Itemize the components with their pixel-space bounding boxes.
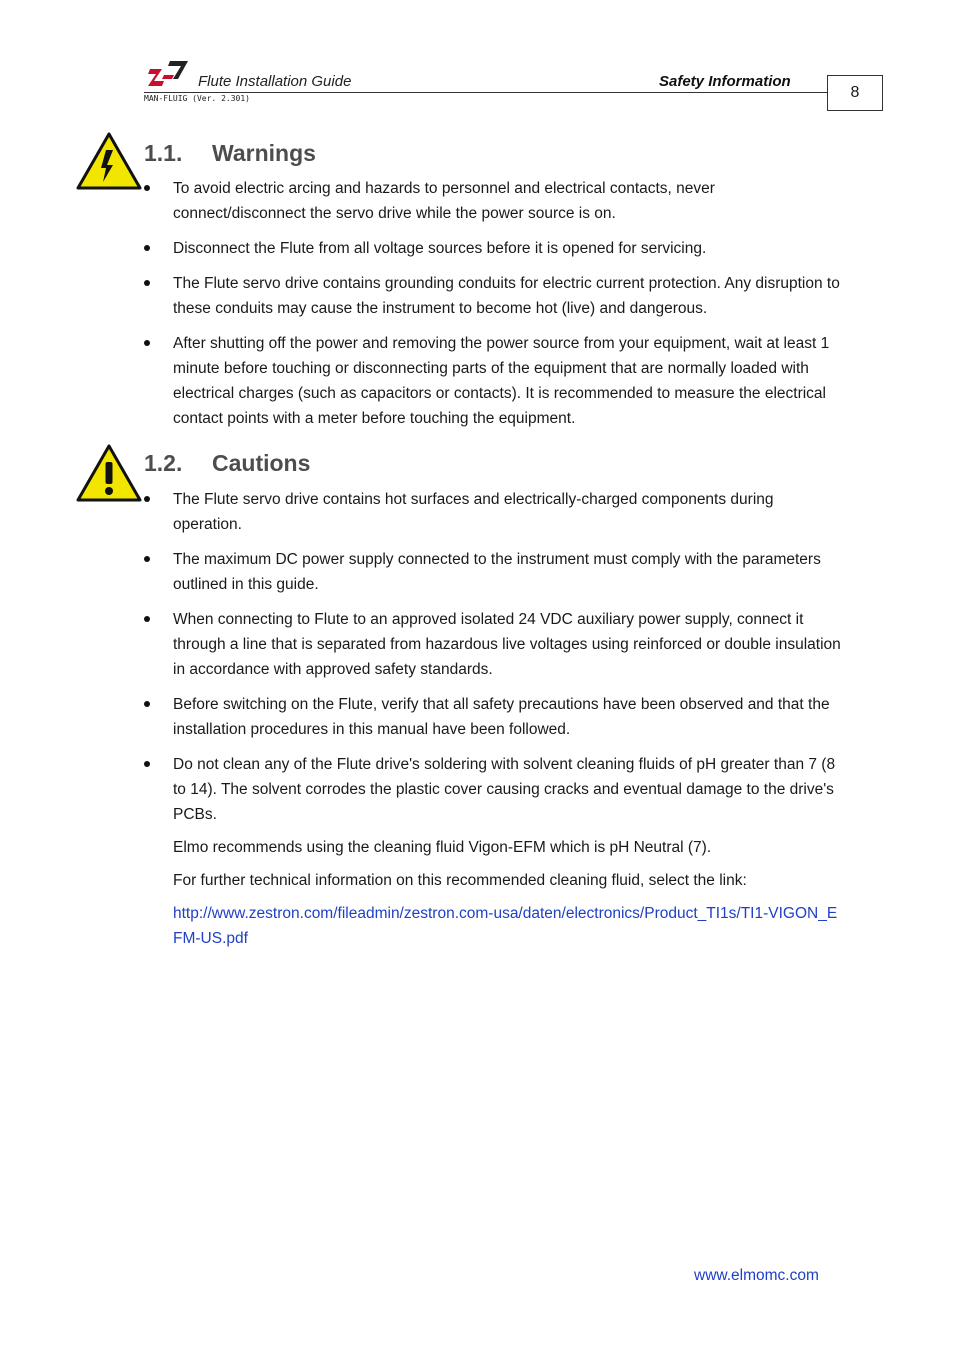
cleaning-fluid-link[interactable]: http://www.zestron.com/fileadmin/zestron.com-usa/daten/electronics/Product_TI1s/TI1-VIGON_EFM-US.pdf [173, 905, 838, 947]
footer-website-link[interactable]: www.elmomc.com [694, 1267, 819, 1284]
cautions-list [144, 487, 844, 961]
list-item: After shutting off the power and removing the power source from your equipment, wait at least 1 minute before touching or disconnecting parts of the equipment that are normally loaded with electrical charges (such as capacitors or contacts). It is recommended to measure the electrical contact points with a meter before touching the equipment. [144, 331, 844, 431]
bullet-icon [144, 616, 150, 622]
document-title: Flute Installation Guide [198, 73, 352, 90]
bullet-icon [144, 245, 150, 251]
list-item [144, 752, 844, 951]
list-item: To avoid electric arcing and hazards to personnel and electrical contacts, never connect/disconnect the servo drive while the power source is on. [144, 176, 844, 226]
cautions-heading: 1.2. Cautions [144, 450, 311, 476]
bullet-icon [144, 701, 150, 707]
electrical-hazard-icon [76, 132, 142, 190]
cleaning-info-intro: For further technical information on this recommended cleaning fluid, select the link: [173, 872, 747, 889]
warnings-list [144, 176, 844, 441]
list-item: Disconnect the Flute from all voltage sources before it is opened for servicing. [144, 236, 844, 261]
bullet-icon [144, 556, 150, 562]
bullet-icon [144, 340, 150, 346]
cleaning-recommendation: Elmo recommends using the cleaning fluid Vigon-EFM which is pH Neutral (7). [173, 839, 712, 856]
bullet-icon [144, 185, 150, 191]
section-title: Safety Information [659, 73, 791, 90]
bullet-icon [144, 496, 150, 502]
warnings-heading: 1.1. Warnings [144, 140, 316, 166]
list-item: The Flute servo drive contains hot surfaces and electrically-charged components during operation. [144, 487, 844, 537]
bullet-icon [144, 280, 150, 286]
list-item: Before switching on the Flute, verify that all safety precautions have been observed and that the installation procedures in this manual have been followed. [144, 692, 844, 742]
bullet-icon [144, 761, 150, 767]
cleaning-warning-text: Do not clean any of the Flute drive's soldering with solvent cleaning fluids of pH greater than 7 (8 to 14). The solvent corrodes the plastic cover causing cracks and eventual damage to the drive's PCBs. [173, 756, 836, 823]
list-item: The Flute servo drive contains grounding conduits for electric current protection. Any disruption to these conduits may cause the instrument to become hot (live) and dangerous. [144, 271, 844, 321]
page-number: 8 [827, 75, 883, 111]
exclamation-warning-icon [76, 444, 142, 502]
header-rule [144, 92, 827, 93]
elmo-logo-icon [148, 59, 190, 89]
document-version: MAN-FLUIG (Ver. 2.301) [144, 94, 250, 103]
list-item: When connecting to Flute to an approved isolated 24 VDC auxiliary power supply, connect it through a line that is separated from hazardous live voltages using reinforced or double insulation in accordance with approved safety standards. [144, 607, 844, 682]
list-item: The maximum DC power supply connected to the instrument must comply with the parameters outlined in this guide. [144, 547, 844, 597]
